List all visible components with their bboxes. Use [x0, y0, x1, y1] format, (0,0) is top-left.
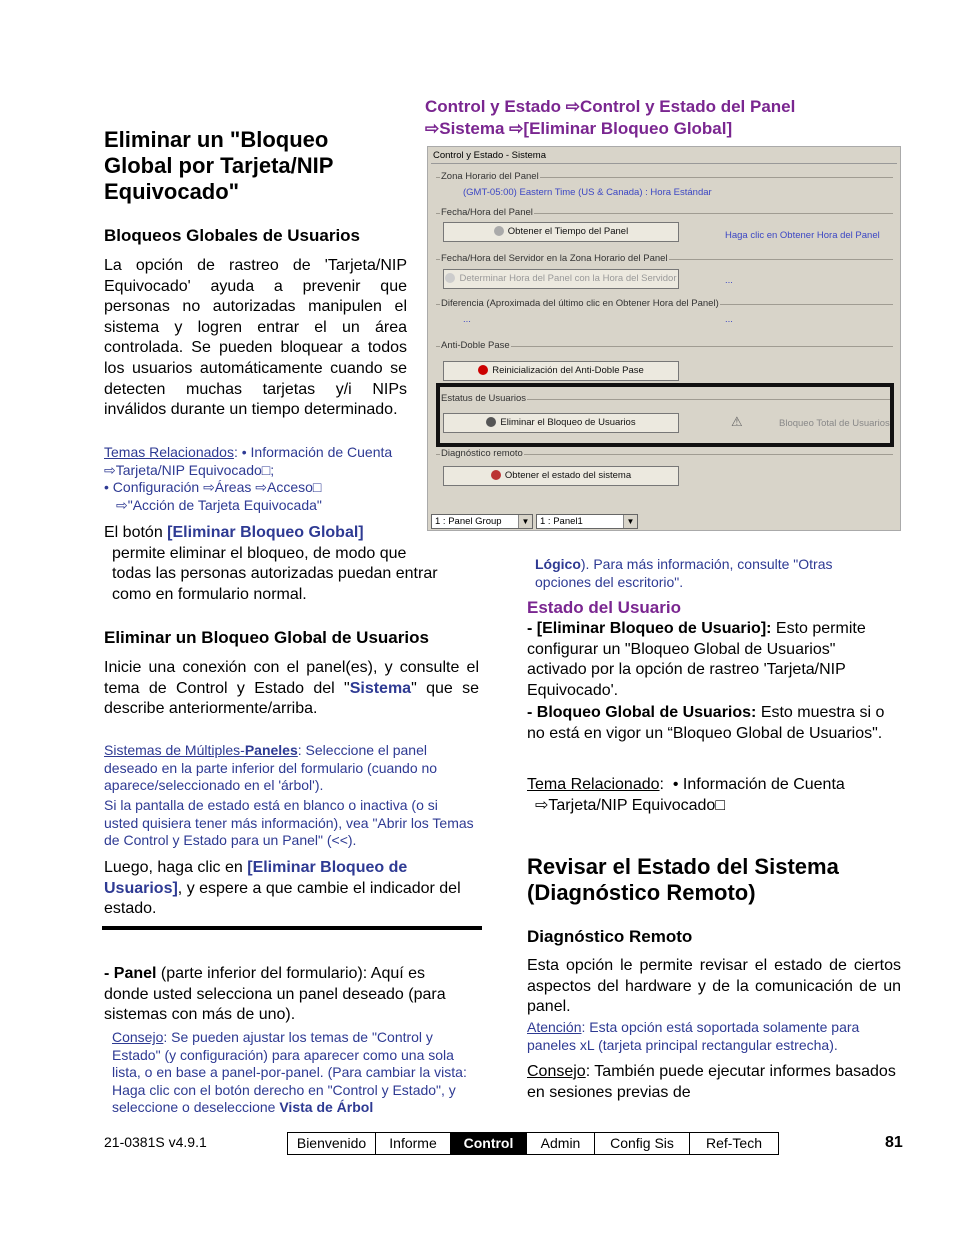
user-status-item-2: - Bloqueo Global de Usuarios: Esto muestra si o no está en vigor un “Bloqueo Global de Usuarios".	[527, 704, 885, 742]
tab-ref-tech[interactable]: Ref-Tech	[705, 1135, 763, 1151]
nav-path: Control y Estado ⇨Control y Estado del Panel ⇨Sistema ⇨[Eliminar Bloqueo Global]	[425, 97, 796, 138]
intro-paragraph: La opción de rastreo de 'Tarjeta/NIP Equivocado' ayuda a prevenir que personas no autorizadas manipulen el sistema y logren entrar el un área controlada. Se pueden bloquear a todos los usuarios automáticamente cuando se detecten muchas tarjetas y/i NIPs inválidos durante un tiempo determinado.	[104, 257, 407, 419]
folder-icon: □	[715, 796, 725, 814]
diagnostic-icon	[491, 470, 501, 480]
attention-note: Atención: Esta opción está soportada solamente para paneles xL (tarjeta principal rectangular estrecha).	[527, 1019, 860, 1053]
subsection-heading: Eliminar un Bloqueo Global de Usuarios	[104, 628, 429, 647]
section-title: Eliminar un "Bloqueo Global por Tarjeta/NIP Equivocado"	[104, 127, 334, 204]
button-description: El botón [Eliminar Bloqueo Global] permite eliminar el bloqueo, de modo que todas las personas autorizadas puedan entrar como en formulario normal.	[104, 524, 438, 603]
folder-icon: □;	[261, 461, 275, 478]
attention-link[interactable]: Atención	[527, 1019, 582, 1035]
system-status-screenshot: Control y Estado - Sistema Zona Horario del Panel (GMT-05:00) Eastern Time (US & Canada) : Hora Estándar Fecha/Hora del Panel Obtener el Tiempo del Panel Haga clic en Obtener Hora del Panel Fecha/Hora del Servidor en la Zona Horario del Panel Determinar Hora del Panel con la Hora del Servidor ... Diferencia (Aproximada del último clic en Obtener Hora del Panel) ... ... Anti-Doble Pase Reinicialización del Anti-Doble Pase Estatus de Usuarios Eliminar el Bloqueo de Usuarios ⚠ Bloqueo Total de Usuarios Diagnóstico remoto Obtener el estado del sistema 1 : Panel Group ▼ 1 : Panel1 ▼	[427, 146, 901, 531]
document-id: 21-0381S v4.9.1	[104, 1134, 207, 1150]
related-link-wrong-card[interactable]: ⇨Tarjeta/NIP Equivocado	[104, 461, 262, 478]
related-topic-link[interactable]: Tema Relacionado	[527, 776, 660, 793]
tab-config-sis[interactable]: Config Sis	[595, 1133, 690, 1154]
connect-paragraph: Inicie una conexión con el panel(es), y consulte el tema de Control y Estado del "Sistema" que se describe anteriormente/arriba.	[104, 659, 479, 718]
get-panel-time-button[interactable]: Obtener el Tiempo del Panel	[443, 222, 679, 242]
tab-bienvenido[interactable]: Bienvenido	[288, 1133, 376, 1154]
related-link-card-action[interactable]: ⇨"Acción de Tarjeta Equivocada"	[116, 496, 322, 513]
button-name: [Eliminar Bloqueo Global]	[167, 524, 364, 541]
highlight-box	[436, 383, 894, 447]
logic-note: Lógico). Para más información, consulte "Otras opciones del escritorio".	[535, 556, 833, 590]
tip-note: Consejo: Se pueden ajustar los temas de "Control y Estado" (y configuración) para aparecer como una sola lista, o en base a panel-por-panel. (Para cambiar la vista: Haga clic con el botón derecho en "Control y Estado", y seleccione o deseleccione Vista de Árbol	[112, 1029, 467, 1116]
panel-group-select[interactable]: 1 : Panel Group ▼	[431, 514, 533, 529]
tab-informe[interactable]: Informe	[376, 1133, 451, 1154]
sistema-link: Sistema	[349, 679, 412, 697]
panel-select[interactable]: 1 : Panel1 ▼	[536, 514, 638, 529]
user-status-item-1: - [Eliminar Bloqueo de Usuario]: Esto permite configurar un "Bloqueo Global de Usuarios" activado por la opción de rastreo 'Tarjeta/NIP Equivocado'.	[527, 620, 866, 699]
tip2-link[interactable]: Consejo	[527, 1063, 586, 1080]
folder-icon: □	[312, 479, 322, 496]
chevron-down-icon: ▼	[518, 515, 532, 528]
clock-icon	[445, 273, 455, 283]
reset-antipassback-button[interactable]: Reinicialización del Anti-Doble Pase	[443, 361, 679, 381]
then-paragraph: Luego, haga clic en [Eliminar Bloqueo de Usuarios], y espere a que cambie el indicador del estado.	[104, 859, 461, 918]
sync-panel-time-button[interactable]: Determinar Hora del Panel con la Hora del Servidor	[443, 269, 679, 289]
related-topics: Temas Relacionados: • Información de Cuenta ⇨Tarjeta/NIP Equivocado□; • Configuración ⇨Áreas ⇨Acceso□ ⇨"Acción de Tarjeta Equivocada"	[104, 444, 393, 513]
clear-user-lockout-button[interactable]: Eliminar el Bloqueo de Usuarios	[443, 413, 679, 433]
multi-panel-note: Sistemas de Múltiples-Paneles: Seleccione el panel deseado en la parte inferior del formulario (cuando no aparece/seleccionado en el 'árbol').	[104, 742, 438, 794]
blank-screen-note: Si la pantalla de estado está en blanco o inactiva (o si usted quisiera tener más información), vea "Abrir los Temas de Control y Estado para un Panel" (<<).	[104, 797, 474, 849]
chevron-down-icon: ▼	[623, 515, 637, 528]
multi-panel-link[interactable]: Sistemas de Múltiples-	[104, 742, 245, 758]
user-status-heading: Estado del Usuario	[527, 598, 681, 617]
related-link-config[interactable]: • Configuración ⇨Áreas ⇨Acceso	[104, 479, 313, 496]
footer-nav	[287, 1132, 779, 1155]
warning-icon: ⚠	[731, 414, 743, 429]
diag-title: Revisar el Estado del Sistema (Diagnóstico Remoto)	[527, 854, 839, 905]
divider	[102, 926, 482, 930]
panel-description: - Panel (parte inferior del formulario): Aquí es donde usted selecciona un panel deseado (para sistemas con más de uno).	[104, 965, 446, 1024]
diag-paragraph: Esta opción le permite revisar el estado de ciertos aspectos del hardware y de la comunicación de un panel.	[527, 957, 901, 1016]
related-topics-link[interactable]: Temas Relacionados	[104, 444, 234, 460]
red-circle-icon	[478, 365, 488, 375]
timezone-value: (GMT-05:00) Eastern Time (US & Canada) : Hora Estándar	[463, 187, 712, 198]
diag-subheading: Diagnóstico Remoto	[527, 927, 693, 946]
clock-icon	[494, 226, 504, 236]
subsection-heading: Bloqueos Globales de Usuarios	[104, 226, 361, 245]
lockout-status-value: Bloqueo Total de Usuarios	[779, 418, 890, 429]
tab-admin[interactable]: Admin	[527, 1133, 595, 1154]
page-number: 81	[885, 1134, 903, 1151]
tip2-paragraph: Consejo: También puede ejecutar informes basados en sesiones previas de	[527, 1063, 896, 1101]
tip-link[interactable]: Consejo	[112, 1029, 164, 1045]
get-system-status-button[interactable]: Obtener el estado del sistema	[443, 466, 679, 486]
window-titlebar: Control y Estado - Sistema	[431, 150, 897, 164]
related-topic: Tema Relacionado: • Información de Cuenta ⇨Tarjeta/NIP Equivocado□	[527, 776, 845, 814]
related-link-account[interactable]: • Información de Cuenta	[241, 444, 393, 460]
tab-control[interactable]: Control	[451, 1133, 527, 1154]
